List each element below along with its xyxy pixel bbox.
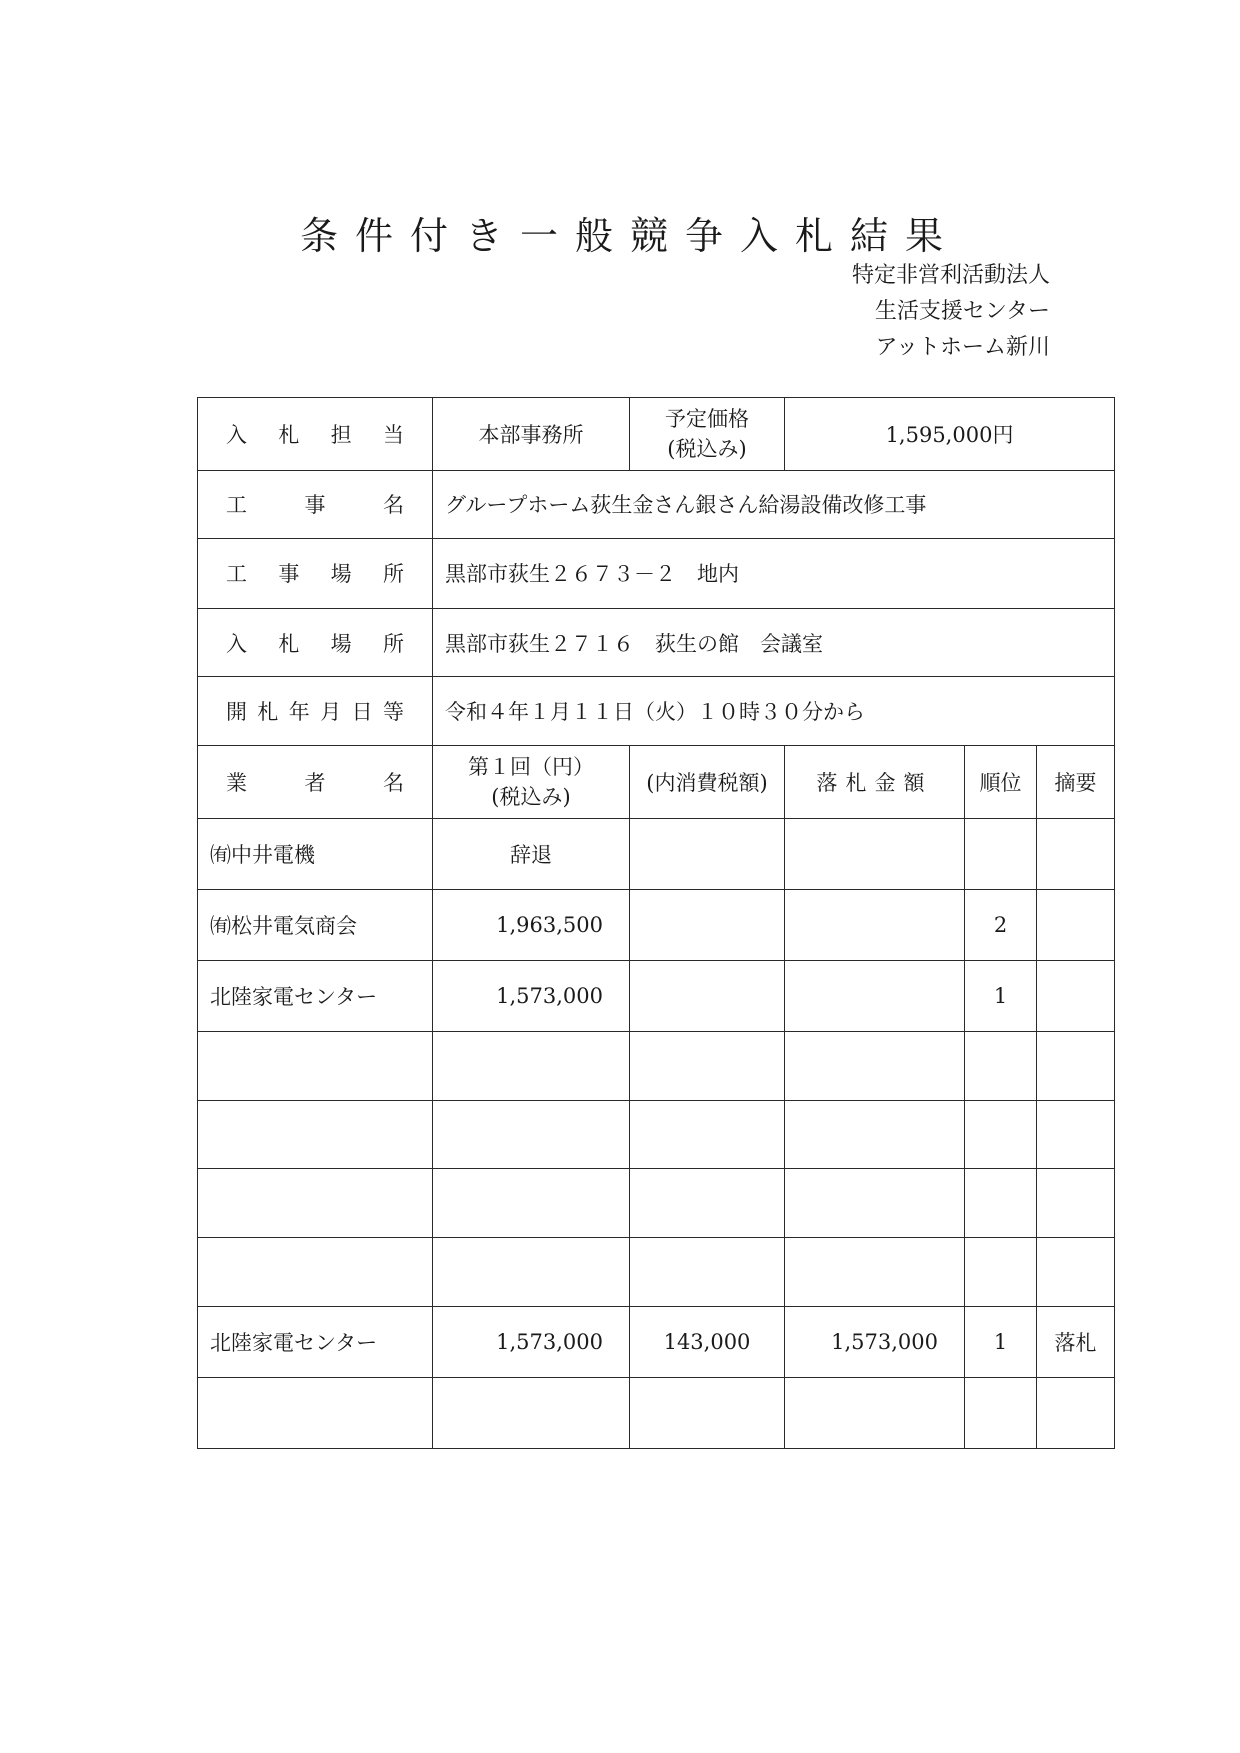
organization-line-3: アットホーム新川 xyxy=(875,335,1050,360)
opening-date-label: 開札年月日等 xyxy=(198,677,433,746)
tax-cell xyxy=(630,819,785,890)
estimate-price-label-line1: 予定価格 xyxy=(665,406,749,431)
award-cell xyxy=(785,890,965,961)
empty-row xyxy=(198,1100,1115,1169)
tax-column-header: (内消費税額) xyxy=(630,746,785,819)
result-round1-cell: 1,573,000 xyxy=(433,1307,630,1378)
rank-cell: 2 xyxy=(965,890,1037,961)
row-bid-charge xyxy=(198,398,1115,471)
vendor-cell: ㈲松井電気商会 xyxy=(198,890,433,961)
round1-cell: 辞退 xyxy=(433,819,630,890)
round1-cell: 1,963,500 xyxy=(433,890,630,961)
organization-line-1: 特定非営利活動法人 xyxy=(851,263,1050,288)
document-title: 条件付き一般競争入札結果 xyxy=(299,214,960,258)
round1-header-line2: (税込み) xyxy=(491,785,571,810)
rank-cell: 1 xyxy=(965,960,1037,1031)
estimate-price-label xyxy=(630,398,785,471)
row-work-site xyxy=(198,538,1115,608)
bid-charge-label: 入札担当 xyxy=(198,398,433,471)
result-rank-cell: 1 xyxy=(965,1307,1037,1378)
note-cell xyxy=(1037,960,1115,1031)
bid-result-table xyxy=(197,397,1115,1449)
table-row xyxy=(198,960,1115,1031)
estimate-price-value: 1,595,000円 xyxy=(785,398,1115,471)
tax-cell xyxy=(630,960,785,1031)
award-cell xyxy=(785,819,965,890)
tax-cell xyxy=(630,890,785,961)
estimate-price-label-line2: (税込み) xyxy=(667,436,747,461)
result-note-cell: 落札 xyxy=(1037,1307,1115,1378)
empty-row xyxy=(198,1238,1115,1307)
award-cell xyxy=(785,960,965,1031)
result-vendor-cell: 北陸家電センター xyxy=(198,1307,433,1378)
round1-cell: 1,573,000 xyxy=(433,960,630,1031)
note-cell xyxy=(1037,890,1115,961)
award-result-row xyxy=(198,1307,1115,1378)
organization-line-2: 生活支援センター xyxy=(874,299,1050,324)
round1-column-header xyxy=(433,746,630,819)
result-award-cell: 1,573,000 xyxy=(785,1307,965,1378)
note-column-header: 摘要 xyxy=(1037,746,1115,819)
work-site-label: 工事場所 xyxy=(198,538,433,608)
opening-date-value: 令和４年１月１１日（火）１０時３０分から xyxy=(433,677,1115,746)
round1-header-line1: 第１回（円） xyxy=(468,755,594,780)
vendor-column-header: 業者名 xyxy=(198,746,433,819)
row-work-name xyxy=(198,470,1115,538)
vendor-cell: 北陸家電センター xyxy=(198,960,433,1031)
note-cell xyxy=(1037,819,1115,890)
table-row xyxy=(198,819,1115,890)
empty-row xyxy=(198,1169,1115,1238)
row-bid-site xyxy=(198,608,1115,677)
result-tax-cell: 143,000 xyxy=(630,1307,785,1378)
empty-row xyxy=(198,1031,1115,1100)
bid-site-value: 黒部市荻生２７１６ 荻生の館 会議室 xyxy=(433,608,1115,677)
work-name-value: グループホーム荻生金さん銀さん給湯設備改修工事 xyxy=(433,470,1115,538)
table-row xyxy=(198,890,1115,961)
bid-charge-value: 本部事務所 xyxy=(433,398,630,471)
work-name-label: 工事名 xyxy=(198,470,433,538)
bid-site-label: 入札場所 xyxy=(198,608,433,677)
organization-block xyxy=(780,258,1050,366)
row-opening-date xyxy=(198,677,1115,746)
rank-cell xyxy=(965,819,1037,890)
award-column-header: 落札金額 xyxy=(785,746,965,819)
column-header-row xyxy=(198,746,1115,819)
empty-row xyxy=(198,1378,1115,1449)
vendor-cell: ㈲中井電機 xyxy=(198,819,433,890)
rank-column-header: 順位 xyxy=(965,746,1037,819)
work-site-value: 黒部市荻生２６７３－２ 地内 xyxy=(433,538,1115,608)
